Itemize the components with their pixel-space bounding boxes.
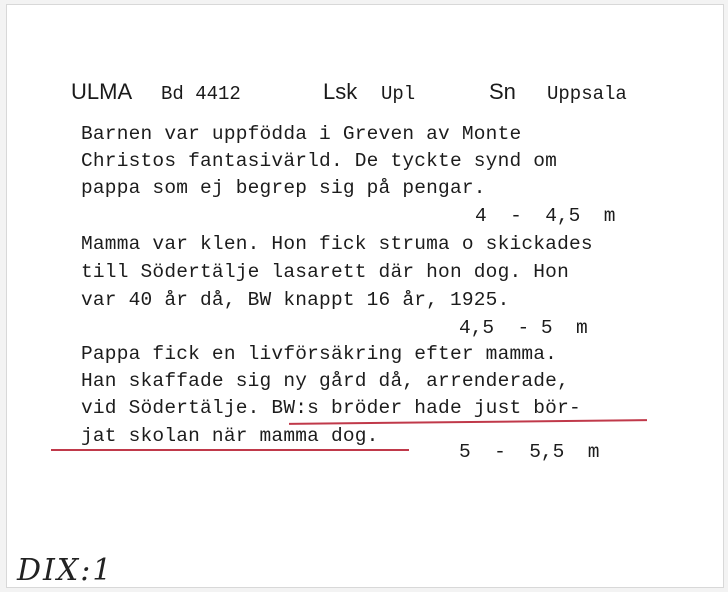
handwritten-signature: DIX:1: [17, 553, 114, 588]
red-underline: [51, 449, 409, 451]
sn-label: Sn: [489, 79, 516, 104]
time-marker: 4 - 4,5 m: [475, 205, 616, 227]
sn-value: Uppsala: [547, 83, 627, 105]
index-card: [6, 4, 724, 588]
lsk-label: Lsk: [323, 79, 358, 104]
body-line: Mamma var klen. Hon fick struma o skickades: [81, 233, 593, 255]
body-line: jat skolan när mamma dog.: [81, 425, 379, 447]
lsk-value: Upl: [381, 83, 416, 105]
body-line: till Södertälje lasarett där hon dog. Hon: [81, 261, 569, 283]
bd-number: Bd 4412: [161, 83, 241, 105]
body-line: pappa som ej begrep sig på pengar.: [81, 177, 486, 199]
archive-code: ULMA: [71, 79, 133, 104]
body-line: vid Södertälje. BW:s bröder hade just bör-: [81, 397, 581, 419]
time-marker: 5 - 5,5 m: [459, 441, 600, 463]
body-line: var 40 år då, BW knappt 16 år, 1925.: [81, 289, 510, 311]
body-line: Christos fantasivärld. De tyckte synd om: [81, 150, 558, 172]
red-underline: [289, 419, 647, 424]
time-marker: 4,5 - 5 m: [459, 317, 588, 339]
body-line: Barnen var uppfödda i Greven av Monte: [81, 123, 522, 145]
body-line: Pappa fick en livförsäkring efter mamma.: [81, 343, 558, 365]
body-line: Han skaffade sig ny gård då, arrenderade,: [81, 370, 569, 392]
